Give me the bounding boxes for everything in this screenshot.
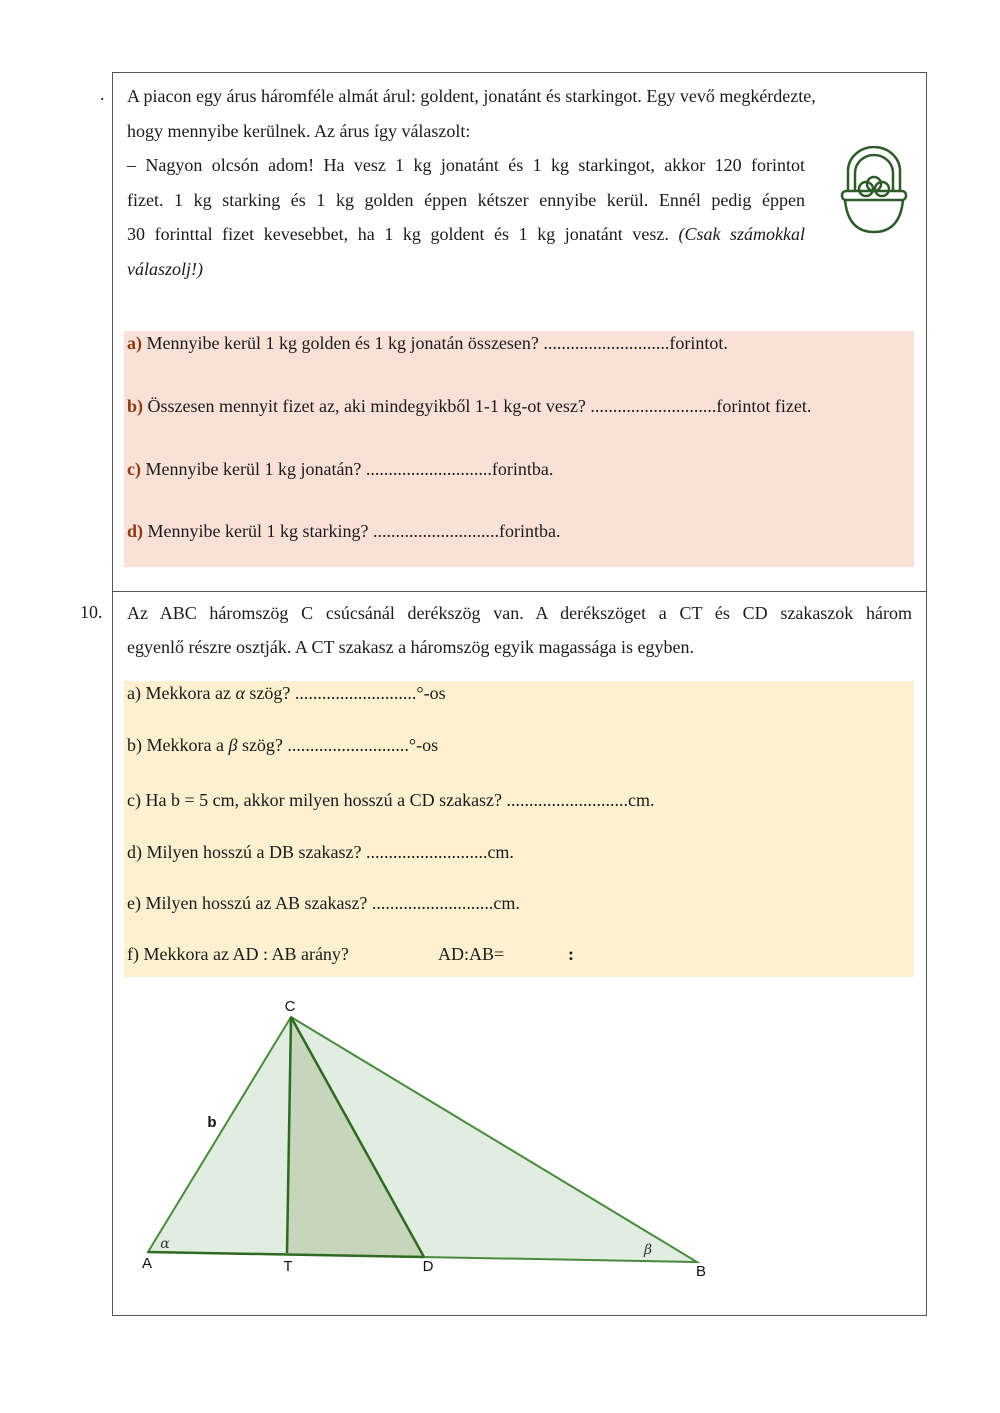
question-text: Mennyibe kerül 1 kg jonatán? ............................forintba. [140, 459, 554, 479]
question-text: Mennyibe kerül 1 kg golden és 1 kg jonatán összesen? ............................forintot. [142, 333, 728, 353]
ratio-label: AD:AB= [438, 944, 505, 964]
vertex-t-label: T [283, 1258, 293, 1275]
question-e[interactable]: e) Milyen hosszú az AB szakasz? ...........................cm. [127, 893, 520, 913]
question-text: a) Mekkora az [127, 683, 236, 703]
question-label: a) [127, 333, 142, 353]
text-line: fizet. 1 kg starking és 1 kg golden éppen kétszer ennyibe kerül. Ennél pedig éppen [127, 189, 805, 210]
note: (Csak számokkal [678, 224, 806, 244]
triangle-abc [148, 1017, 697, 1262]
task-number: 10. [80, 602, 103, 622]
question-text: szög? ...........................°-os [237, 735, 439, 755]
question-c[interactable]: c) Ha b = 5 cm, akkor milyen hosszú a CD szakasz? ...........................cm. [127, 790, 655, 810]
question-text: b) Mekkora a [127, 735, 229, 755]
text-line: A piacon egy árus háromféle almát árul: goldent, jonatánt és starkingot. Egy vevő megkérdezte, [127, 86, 816, 106]
side-b-label: b [207, 1114, 217, 1131]
beta-label: β [643, 1242, 653, 1258]
text: 30 forinttal fizet kevesebbet, ha 1 kg goldent és 1 kg jonatánt vesz. [127, 224, 669, 244]
text-line: egyenlő részre osztják. A CT szakasz a háromszög egyik magassága is egyben. [127, 637, 694, 657]
vertex-b-label: B [695, 1263, 707, 1280]
ratio-colon[interactable]: : [568, 944, 574, 964]
text-line: hogy mennyibe kerülnek. Az árus így válaszolt: [127, 120, 471, 141]
question-text: Összesen mennyit fizet az, aki mindegyikből 1-1 kg-ot vesz? ............................forintot fizet. [143, 396, 812, 416]
text-line: – Nagyon olcsón adom! Ha vesz 1 kg jonatánt és 1 kg starkingot, akkor 120 forintot [127, 155, 805, 175]
text-line: Az ABC háromszög C csúcsánál derékszög van. A derékszöget a CT és CD szakaszok három [127, 603, 912, 623]
note: válaszolj!) [127, 258, 203, 279]
question-text: Mennyibe kerül 1 kg starking? ............................forintba. [143, 521, 561, 541]
vertex-d-label: D [422, 1258, 434, 1275]
question-label: d) [127, 521, 144, 541]
question-f[interactable]: f) Mekkora az AD : AB arány? [127, 944, 349, 964]
task-number: . [100, 84, 105, 104]
beta-symbol: β [228, 735, 238, 755]
alpha-symbol: α [235, 683, 245, 703]
question-label: b) [127, 396, 144, 416]
question-d[interactable]: d) Milyen hosszú a DB szakasz? ...........................cm. [127, 842, 514, 862]
vertex-c-label: C [284, 998, 296, 1015]
alpha-label: α [160, 1236, 170, 1252]
question-text: szög? ...........................°-os [244, 683, 446, 703]
vertex-a-label: A [141, 1255, 153, 1272]
question-label: c) [127, 459, 141, 479]
